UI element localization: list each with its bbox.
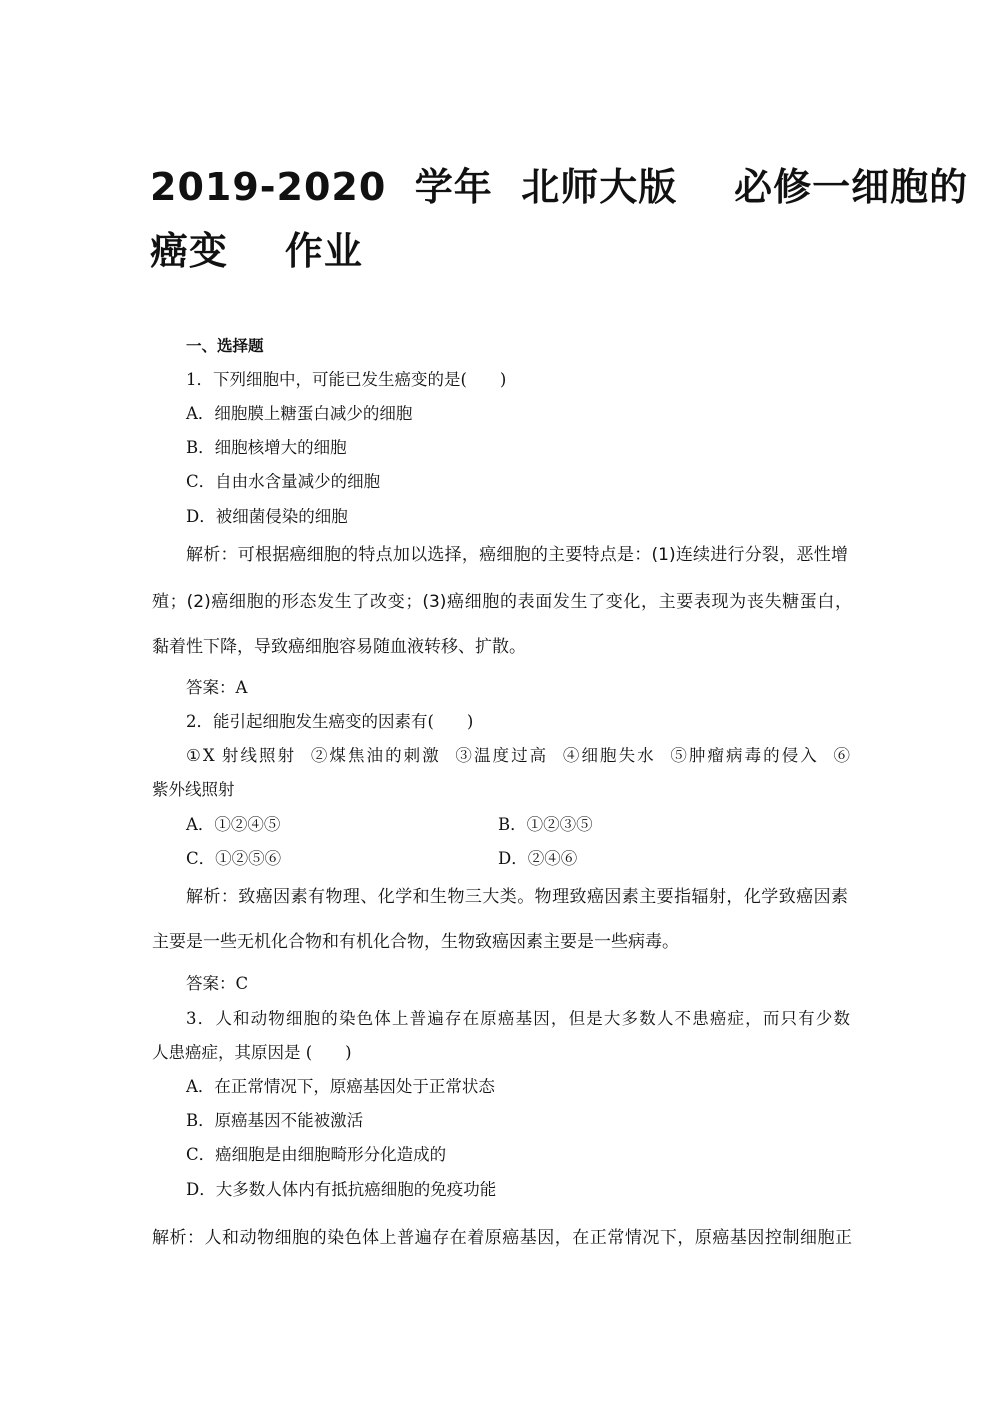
question-1-analysis-line-1: 解析：可根据癌细胞的特点加以选择，癌细胞的主要特点是：(1)连续进行分裂，恶性增 <box>186 545 848 565</box>
question-2-option-c: C．①②⑤⑥ <box>186 849 282 868</box>
question-2-option-d: D．②④⑥ <box>498 849 578 868</box>
question-3-option-d: D．大多数人体内有抵抗癌细胞的免疫功能 <box>186 1180 497 1199</box>
question-3-option-c: C．癌细胞是由细胞畸形分化造成的 <box>186 1145 447 1164</box>
question-2-option-a: A．①②④⑤ <box>186 815 281 834</box>
question-1-option-a: A．细胞膜上糖蛋白减少的细胞 <box>186 404 413 423</box>
question-1-stem: 1．下列细胞中，可能已发生癌变的是( ) <box>186 370 507 389</box>
question-2-option-b: B．①②③⑤ <box>498 815 593 834</box>
question-2-answer: 答案：C <box>186 974 249 993</box>
question-3-stem-line-2: 人患癌症，其原因是 ( ) <box>152 1043 352 1062</box>
question-3-option-b: B．原癌基因不能被激活 <box>186 1111 364 1130</box>
question-2-stem: 2．能引起细胞发生癌变的因素有( ) <box>186 712 474 731</box>
question-3-analysis-line-1: 解析：人和动物细胞的染色体上普遍存在着原癌基因，在正常情况下，原癌基因控制细胞正 <box>152 1228 852 1248</box>
question-1-answer: 答案：A <box>186 678 248 697</box>
question-2-analysis-line-2: 主要是一些无机化合物和有机化合物，生物致癌因素主要是一些病毒。 <box>152 932 679 952</box>
page-title <box>150 155 969 283</box>
question-2-choices-line-1: ①X 射线照射 ②煤焦油的刺激 ③温度过高 ④细胞失水 ⑤肿瘤病毒的侵入 ⑥ <box>186 746 850 765</box>
section-heading: 一、选择题 <box>186 336 264 355</box>
question-1-option-d: D．被细菌侵染的细胞 <box>186 507 348 526</box>
question-1-option-b: B．细胞核增大的细胞 <box>186 438 347 457</box>
question-2-analysis-line-1: 解析：致癌因素有物理、化学和生物三大类。物理致癌因素主要指辐射，化学致癌因素 <box>186 887 848 907</box>
question-3-stem-line-1: 3．人和动物细胞的染色体上普遍存在原癌基因，但是大多数人不患癌症，而只有少数 <box>186 1009 850 1028</box>
question-3-option-a: A．在正常情况下，原癌基因处于正常状态 <box>186 1077 495 1096</box>
title-line-1: 2019-2020 学年 北师大版 必修一细胞的 <box>150 165 969 209</box>
question-2-choices-line-2: 紫外线照射 <box>152 780 235 799</box>
question-1-analysis-line-3: 黏着性下降，导致癌细胞容易随血液转移、扩散。 <box>152 637 526 657</box>
title-line-2: 癌变 作业 <box>150 229 363 273</box>
question-1-analysis-line-2: 殖；(2)癌细胞的形态发生了改变；(3)癌细胞的表面发生了变化，主要表现为丧失糖蛋白， <box>152 592 852 612</box>
question-1-option-c: C．自由水含量减少的细胞 <box>186 472 381 491</box>
